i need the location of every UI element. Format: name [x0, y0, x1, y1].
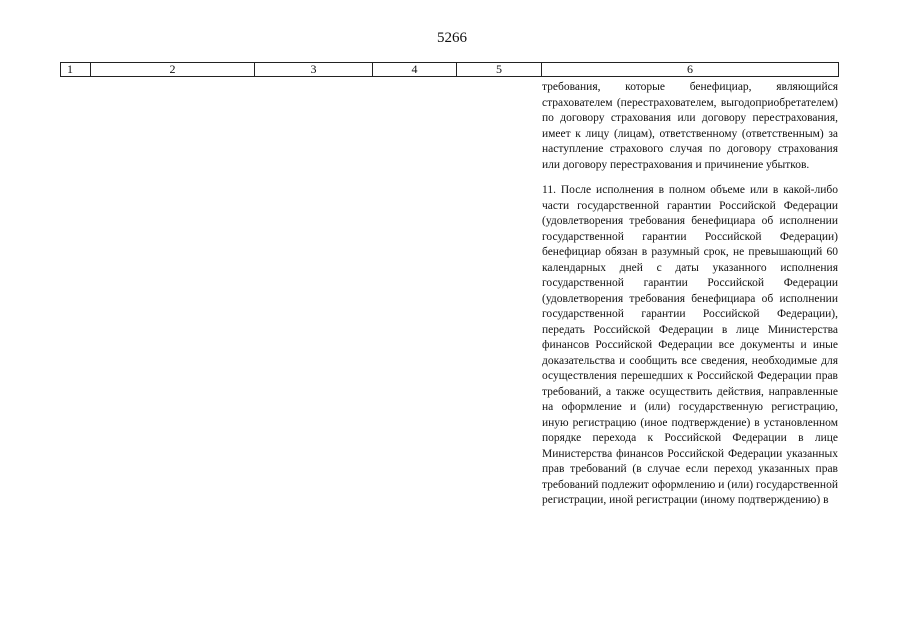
paragraph-11: 11. После исполнения в полном объеме или в какой-либо части государственной гарантии Российской Федерации (удовлетворения требования бенефициара об исполнении государственной гарантии Российской Федерации) бенефициар обязан в разумный срок, не превышающий 60 календарных дней с даты указанного исполнения государственной гарантии Российской Федерации (удовлетворения требования бенефициара об исполнении государственной гарантии Российской Федерации), передать Российской Федерации в лице Министерства финансов Российской Федерации все документы и иные доказательства и сообщить все сведения, необходимые для осуществления перешедших к Российской Федерации прав требований, а также осуществить действия, направленные на оформление и (или) государственную регистрацию, иную регистрацию (иное подтверждение) в установленном порядке перехода к Российской Федерации в лице Министерства финансов Российской Федерации указанных прав требований (в случае если переход указанных прав требований подлежит оформлению и (или) государственной регистрации, иной регистрации (иному подтверждению) в: [542, 184, 838, 506]
page-number: 5266: [437, 30, 467, 46]
column-header-4: 4: [373, 63, 457, 76]
column-header-1: 1: [61, 63, 91, 76]
table-header-row: [60, 62, 839, 77]
column-header-2: 2: [91, 63, 255, 76]
column-header-6: 6: [687, 62, 693, 76]
column-header-5: 5: [457, 63, 542, 76]
column-6-text: [542, 80, 838, 509]
column-header-3: 3: [255, 63, 373, 76]
paragraph-continuation: требования, которые бенефициар, являющийся страхователем (перестрахователем, выгодоприобретателем) по договору страхования или договору перестрахования, имеет к лицу (лицам), ответственному (ответственным) за наступление страхового случая по договору страхования или договору перестрахования и причинение убытков.: [542, 81, 838, 171]
